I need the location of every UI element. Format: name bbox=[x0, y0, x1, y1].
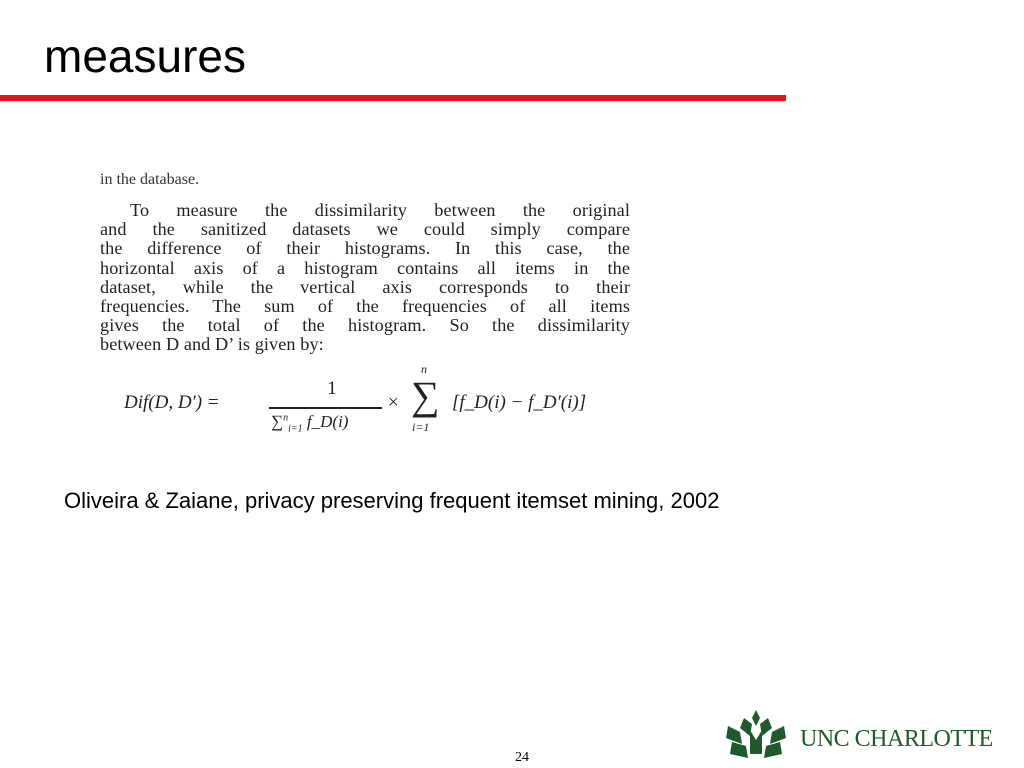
excerpt-line: and the sanitized datasets we could simply compare bbox=[100, 219, 630, 240]
citation-caption: Oliveira & Zaiane, privacy preserving frequent itemset mining, 2002 bbox=[64, 488, 720, 513]
denominator-upper: n bbox=[283, 412, 289, 424]
crown-leaf-logo-icon bbox=[722, 710, 790, 760]
page-number: 24 bbox=[515, 750, 529, 765]
title-underline bbox=[0, 95, 786, 101]
excerpt-line: horizontal axis of a histogram contains all items in the bbox=[100, 257, 630, 278]
clipped-text: in the database. bbox=[100, 171, 200, 188]
excerpt-line: between D and D’ is given by: bbox=[100, 334, 324, 355]
excerpt-line: the difference of their histograms. In this case, the bbox=[100, 238, 630, 259]
formula-rhs: [f_D(i) − f_D′(i)] bbox=[452, 392, 587, 413]
clipped-text-line bbox=[100, 171, 270, 189]
denominator-sum: ∑ bbox=[271, 412, 284, 431]
denominator-term: f_D(i) bbox=[306, 412, 349, 431]
times-sign: × bbox=[388, 392, 399, 413]
formula-denominator bbox=[271, 412, 348, 434]
fraction-bar bbox=[269, 407, 382, 409]
sigma-sign: ∑ bbox=[411, 373, 440, 418]
denominator-lower: i=1 bbox=[288, 423, 303, 435]
unc-charlotte-logo bbox=[722, 710, 993, 760]
slide-title: measures bbox=[44, 30, 246, 82]
sigma-upper: n bbox=[421, 362, 427, 376]
excerpt-line: dataset, while the vertical axis corresponds to their bbox=[100, 276, 630, 297]
excerpt-line: frequencies. The sum of the frequencies of all items bbox=[100, 296, 630, 317]
excerpt-line: gives the total of the histogram. So the dissimilarity bbox=[100, 315, 630, 336]
sigma-lower: i=1 bbox=[412, 420, 430, 434]
formula-numerator: 1 bbox=[327, 378, 337, 399]
logo-wordmark: UNC CHARLOTTE bbox=[800, 726, 993, 752]
paper-excerpt-image bbox=[98, 171, 633, 435]
excerpt-paragraph bbox=[100, 201, 630, 355]
excerpt-line: To measure the dissimilarity between the original bbox=[130, 200, 630, 220]
formula-lhs: Dif(D, D′) = bbox=[124, 392, 220, 413]
dissimilarity-formula bbox=[124, 362, 624, 440]
